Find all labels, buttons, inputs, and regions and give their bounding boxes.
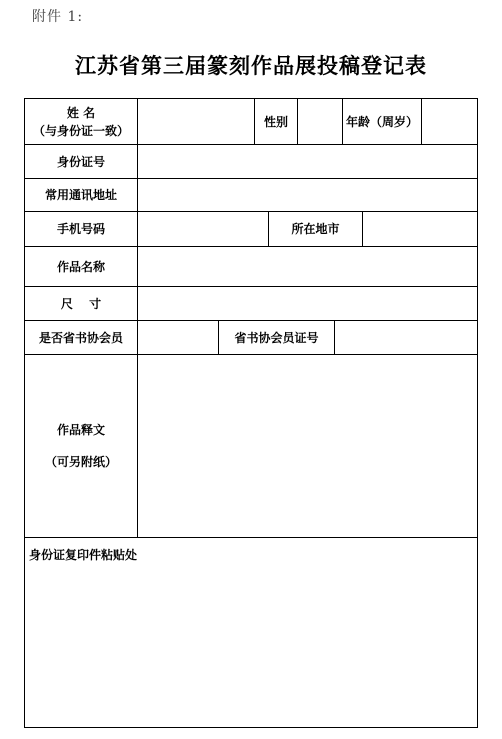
transcription-field[interactable] <box>138 355 477 537</box>
address-label: 常用通讯地址 <box>44 188 117 202</box>
size-label: 尺 寸 <box>60 296 102 311</box>
id-copy-label: 身份证复印件粘贴处 <box>29 548 138 562</box>
id-copy-area[interactable] <box>25 538 477 727</box>
name-label-line2: （与身份证一致） <box>32 123 129 138</box>
member-field[interactable] <box>138 321 218 354</box>
form-title: 江苏省第三届篆刻作品展投稿登记表 <box>75 54 427 78</box>
member-id-label: 省书协会员证号 <box>234 330 319 345</box>
table-border-right <box>477 98 478 728</box>
city-field[interactable] <box>363 212 477 246</box>
size-field[interactable] <box>138 287 477 320</box>
city-label: 所在地市 <box>291 222 340 236</box>
table-border-bottom <box>24 727 478 728</box>
phone-field[interactable] <box>138 212 268 246</box>
id-number-label: 身份证号 <box>56 154 105 169</box>
gender-label: 性别 <box>263 114 288 129</box>
age-label: 年龄（周岁） <box>345 114 418 129</box>
name-field[interactable] <box>138 99 254 144</box>
address-field[interactable] <box>138 179 477 211</box>
work-name-label: 作品名称 <box>56 259 105 274</box>
phone-label: 手机号码 <box>56 222 105 236</box>
member-id-field[interactable] <box>335 321 477 354</box>
attachment-label: 附件 1: <box>32 9 84 25</box>
transcription-label <box>25 355 137 537</box>
work-name-field[interactable] <box>138 247 477 286</box>
gender-field[interactable] <box>298 99 342 144</box>
member-label: 是否省书协会员 <box>38 330 123 345</box>
transcription-note: （可另附纸） <box>44 455 117 469</box>
transcription-label-text: 作品释文 <box>56 423 105 437</box>
name-label <box>25 99 137 144</box>
name-label-line1: 姓 名 <box>66 105 96 120</box>
id-number-field[interactable] <box>138 145 477 178</box>
age-field[interactable] <box>422 99 477 144</box>
